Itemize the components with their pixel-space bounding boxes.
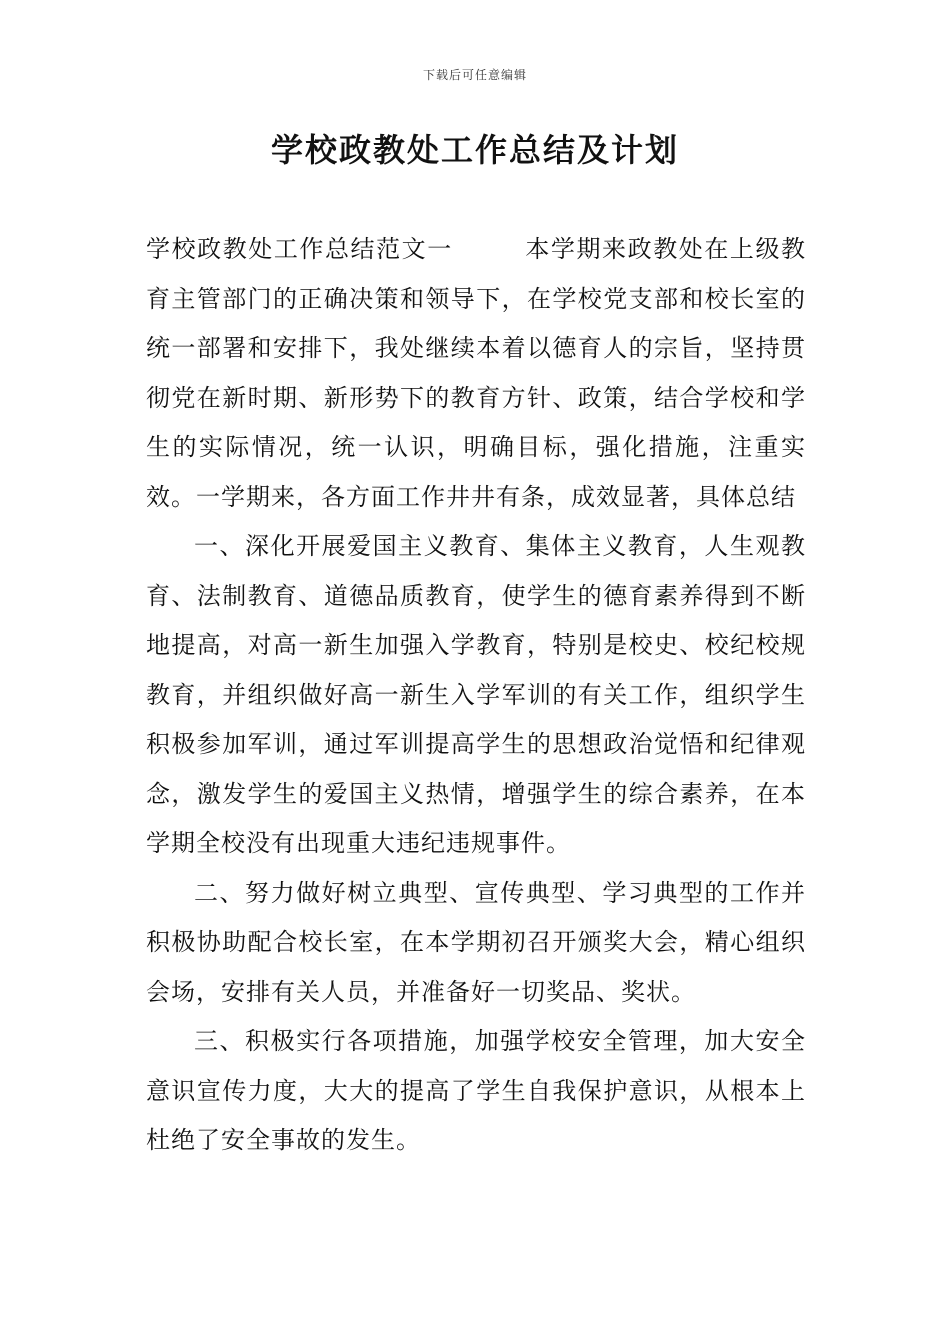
header-note: 下载后可任意编辑: [422, 68, 527, 82]
intro-heading: 学校政教处工作总结范文一: [146, 235, 453, 263]
paragraph-3: 三、积极实行各项措施，加强学校安全管理，加大安全意识宣传力度，大大的提高了学生自我保护意识，从根本上杜绝了安全事故的发生。: [146, 1027, 806, 1154]
paragraph-1: 一、深化开展爱国主义教育、集体主义教育，人生观教育、法制教育、道德品质教育，使学生的德育素养得到不断地提高，对高一新生加强入学教育，特别是校史、校纪校规教育，并组织做好高一新生入学军训的有关工作，组织学生积极参加军训，通过军训提高学生的思想政治觉悟和纪律观念，激发学生的爱国主义热情，增强学生的综合素养，在本学期全校没有出现重大违纪违规事件。: [146, 532, 806, 857]
document-body: [146, 225, 806, 1166]
document-title: 学校政教处工作总结及计划: [270, 131, 679, 169]
intro-paragraph: [146, 225, 806, 522]
intro-text: 本学期来政教处在上级教育主管部门的正确决策和领导下，在学校党支部和校长室的统一部署和安排下，我处继续本着以德育人的宗旨，坚持贯彻党在新时期、新形势下的教育方针、政策，结合学校和学生的实际情况，统一认识，明确目标，强化措施，注重实效。一学期来，各方面工作井井有条，成效显著，具体总结: [146, 235, 807, 511]
paragraph-2: 二、努力做好树立典型、宣传典型、学习典型的工作并积极协助配合校长室，在本学期初召开颁奖大会，精心组织会场，安排有关人员，并准备好一切奖品、奖状。: [146, 878, 806, 1006]
